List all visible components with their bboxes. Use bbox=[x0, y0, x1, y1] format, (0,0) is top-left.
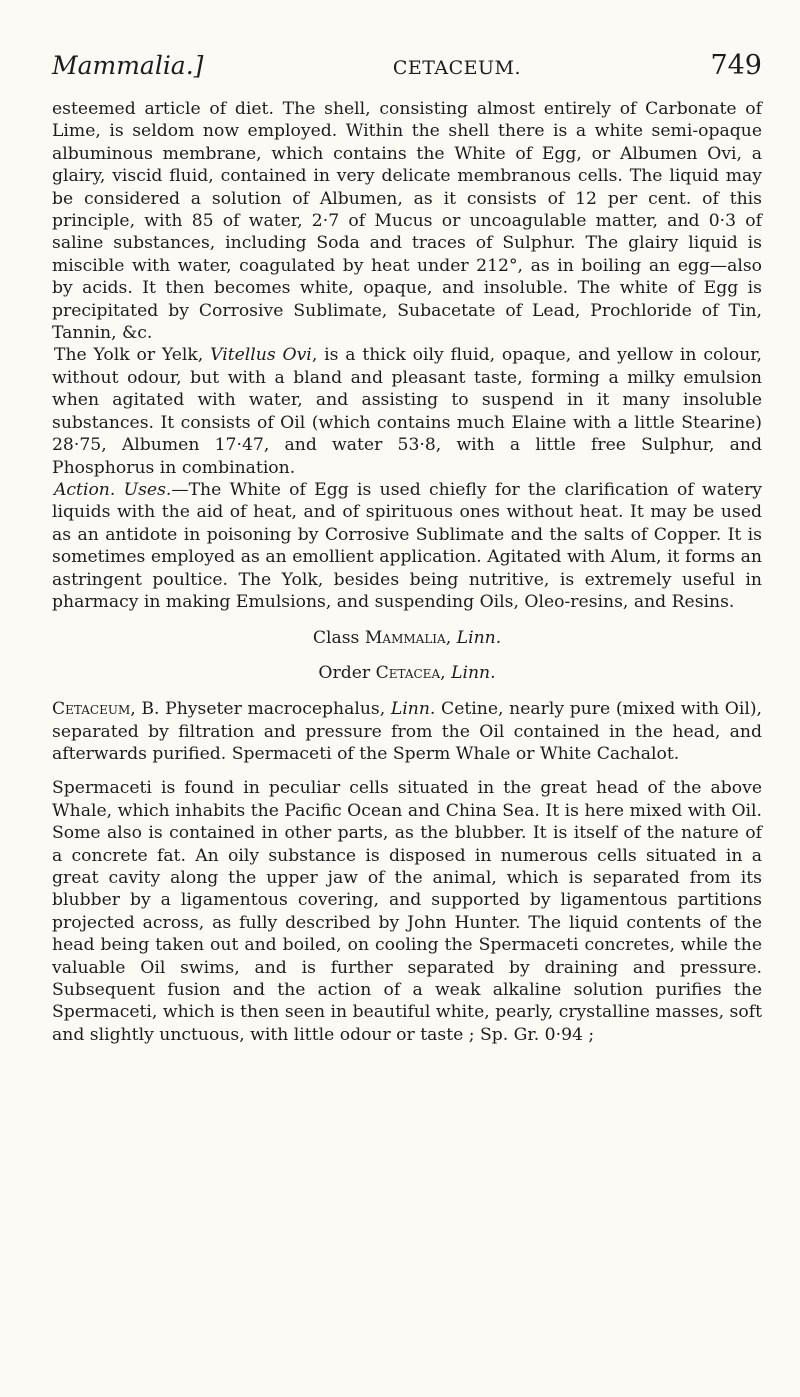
paragraph-yolk bbox=[52, 344, 762, 478]
entry-source: , B. Physeter macrocephalus, bbox=[130, 699, 391, 720]
page-number: 749 bbox=[710, 50, 762, 81]
entry-text: Cetine, nearly pure (mixed with Oil), separated by filtration and pressure from the Oil contained in the head, and afterwards purified. Spermaceti of the Sperm Whale or White Cachalot. bbox=[52, 699, 763, 764]
action-uses-label: Action. Uses. bbox=[54, 479, 172, 500]
action-uses-text: —The White of Egg is used chiefly for the clarification of watery liquids with the aid of heat, and of spirituous ones without heat. It may be used as an antidote in poisoning by Corrosive Sublimate and the salts of Copper. It is sometimes employed as an emollient application. Agitated with Alum, it forms an astringent poultice. The Yolk, besides being nutritive, is extremely useful in pharmacy in making Emulsions, and suspending Oils, Oleo-resins, and Resins. bbox=[52, 479, 762, 612]
running-head bbox=[52, 50, 762, 90]
entry-cetaceum bbox=[52, 698, 762, 765]
page-title: CETACEUM. bbox=[392, 57, 522, 79]
class-name: Mammalia bbox=[364, 628, 446, 649]
class-prefix: Class bbox=[312, 628, 365, 649]
paragraph-spermaceti: Spermaceti is found in peculiar cells situated in the great head of the above Whale, which inhabits the Pacific Ocean and China Sea. It is here mixed with Oil. Some also is contained in other parts, as the blubber. It is itself of the nature of a concrete fat. An oily substance is disposed in numerous cells situated in a great cavity along the upper jaw of the animal, which is separated from its blubber by a ligamentous covering, and supported by ligamentous partitions projected across, as fully described by John Hunter. The liquid contents of the head being taken out and boiled, on cooling the Spermaceti concretes, while the valuable Oil swims, and is further separated by draining and pressure. Subsequent fusion and the action of a weak alkaline solution purifies the Spermaceti, which is then seen in beautiful white, pearly, crystalline masses, soft and slightly unctuous, with little odour or taste ; Sp. Gr. 0·94 ; bbox=[52, 778, 762, 1045]
yolk-text: , is a thick oily fluid, opaque, and yellow in colour, without odour, but with a bland and pleasant taste, forming a milky emulsion when agitated with water, and assisting to suspend in it many insoluble substances. It consists of Oil (which contains much Elaine with a little Stearine) 28·75, Albumen 17·47, and water 53·8, with a little free Sulphur, and Phosphorus in combination. bbox=[52, 345, 762, 478]
entry-name: Cetaceum bbox=[52, 699, 131, 720]
order-prefix: Order bbox=[318, 662, 376, 683]
class-heading: Class Mammalia, Linn. bbox=[312, 628, 502, 649]
class-authority: Linn. bbox=[456, 628, 502, 649]
order-heading: Order Cetacea, Linn. bbox=[318, 662, 496, 683]
section-title: Mammalia.] bbox=[52, 51, 204, 80]
entry-authority: Linn. bbox=[390, 699, 436, 720]
paragraph-white-of-egg: esteemed article of diet. The shell, consisting almost entirely of Carbonate of Lime, is seldom now employed. Within the shell there is a white semi-opaque albuminous membrane, which contains the White of Egg, or Albumen Ovi, a glairy, viscid fluid, contained in very delicate membranous cells. The liquid may be considered a solution of Albumen, as it consists of 12 per cent. of this principle, with 85 of water, 2·7 of Mucus or uncoagulable matter, and 0·3 of saline substances, including Soda and traces of Sulphur. The glairy liquid is miscible with water, coagulated by heat under 212°, as in boiling an egg—also by acids. It then becomes white, opaque, and insoluble. The white of Egg is precipitated by Corrosive Sublimate, Subacetate of Lead, Prochloride of Tin, Tannin, &c. bbox=[52, 99, 762, 344]
yolk-intro: The Yolk or Yelk, bbox=[54, 345, 211, 366]
order-authority: Linn. bbox=[451, 662, 496, 683]
yolk-latin-name: Vitellus Ovi bbox=[210, 345, 312, 366]
paragraph-action-uses bbox=[52, 479, 762, 613]
order-name: Cetacea bbox=[375, 662, 441, 683]
